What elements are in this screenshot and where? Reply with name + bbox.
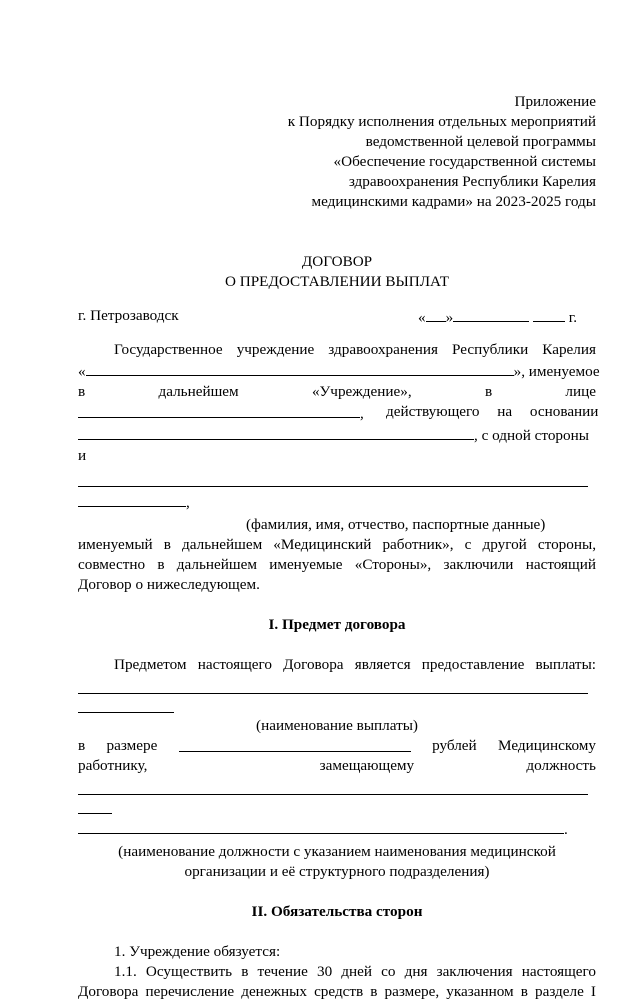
spacer — [78, 326, 596, 340]
amount-blank[interactable] — [179, 736, 411, 752]
place-date-row — [78, 306, 596, 326]
worker-line — [78, 756, 596, 776]
document-title — [78, 252, 596, 292]
subject-line: Предметом настоящего Договора является предоставление выплаты: — [114, 656, 596, 673]
section1-heading: I. Предмет договора — [268, 616, 406, 633]
one-side-text: , с одной стороны — [474, 427, 589, 444]
word: работнику, — [78, 757, 148, 774]
payment-name-blank-line[interactable] — [78, 679, 588, 694]
position-blank-short[interactable] — [78, 799, 112, 814]
appendix-line: медицинскими кадрами» на 2023-2025 годы — [311, 193, 596, 210]
year-suffix: г. — [568, 309, 578, 326]
section2-body — [78, 942, 596, 1002]
parties-line — [78, 360, 600, 382]
spacer — [78, 795, 596, 799]
word: Медицинскому — [498, 737, 596, 754]
parties-line: и — [78, 447, 87, 464]
obligation-item: Договора перечисление денежных средств в размере, указанном в разделе I — [78, 983, 596, 1000]
city-label: г. Петрозаводск — [78, 307, 179, 324]
document-page — [78, 92, 600, 1002]
parties-line — [78, 424, 596, 446]
parties-line: именуемый в дальнейшем «Медицинский работник», с другой стороны, — [78, 536, 596, 553]
acting-words — [386, 402, 599, 424]
parties-line — [78, 402, 599, 424]
fio-caption: (фамилия, имя, отчество, паспортные данные) — [246, 516, 546, 533]
appendix-line: «Обеспечение государственной системы — [333, 153, 596, 170]
appendix-line: Приложение — [514, 93, 596, 110]
title-line: О ПРЕДОСТАВЛЕНИИ ВЫПЛАТ — [225, 273, 449, 290]
obligation-item: 1. Учреждение обязуется: — [114, 943, 281, 960]
parties-line: Договор о нижеследующем. — [78, 576, 260, 593]
comma: , — [186, 494, 190, 511]
spacer — [78, 922, 596, 942]
word: в — [484, 383, 493, 400]
word: размере — [106, 737, 158, 754]
word: в — [78, 383, 86, 400]
word: «Учреждение», — [311, 383, 412, 400]
word: должность — [526, 757, 596, 774]
date-field — [418, 306, 577, 328]
org-name-blank[interactable] — [86, 360, 514, 376]
word: дальнейшем — [158, 383, 239, 400]
appendix-line: к Порядку исполнения отдельных мероприятий — [287, 113, 596, 130]
spacer — [78, 292, 596, 306]
parties-line — [78, 491, 596, 513]
org-named-text: », именуемое — [513, 363, 600, 380]
title-line: ДОГОВОР — [301, 253, 373, 270]
year-blank[interactable] — [533, 306, 565, 322]
appendix-block — [78, 92, 596, 212]
month-blank[interactable] — [453, 306, 529, 322]
comma: , — [360, 405, 364, 422]
worker-blank-short[interactable] — [78, 491, 186, 507]
date-quote-close: » — [445, 309, 454, 326]
payment-name-blank-short[interactable] — [78, 698, 174, 713]
parties-line: Государственное учреждение здравоохранения Республики Карелия — [114, 341, 596, 358]
position-blank-long[interactable] — [78, 818, 564, 834]
word: рублей — [432, 737, 477, 754]
word: в — [78, 737, 86, 754]
parties-line — [78, 382, 596, 402]
spacer — [78, 882, 596, 902]
spacer — [78, 635, 596, 655]
day-blank[interactable] — [426, 306, 446, 322]
word: лице — [565, 383, 596, 400]
payment-caption: (наименование выплаты) — [256, 717, 418, 734]
obligation-item: 1.1. Осуществить в течение 30 дней со дня заключения настоящего — [114, 963, 596, 980]
appendix-line: здравоохранения Республики Карелия — [348, 173, 596, 190]
spacer — [78, 595, 596, 615]
appendix-line: ведомственной целевой программы — [365, 133, 596, 150]
worker-blank-line[interactable] — [78, 472, 588, 487]
word: замещающему — [319, 757, 415, 774]
position-blank-line[interactable] — [78, 780, 588, 795]
section2-heading: II. Обязательства сторон — [251, 903, 423, 920]
representative-blank[interactable] — [78, 402, 360, 418]
amount-line — [78, 736, 596, 756]
parties-line: совместно в дальнейшем именуемые «Стороны», заключили настоящий — [78, 556, 596, 573]
position-caption: организации и её структурного подразделения) — [184, 863, 490, 880]
period: . — [564, 821, 568, 838]
org-quote-open: « — [78, 363, 86, 380]
position-caption: (наименование должности с указанием наименования медицинской — [118, 843, 556, 860]
basis-blank[interactable] — [78, 424, 474, 440]
acting-text: действующего на основании — [386, 403, 599, 420]
date-quote-open: « — [418, 309, 426, 326]
section1-body — [78, 655, 596, 882]
parties-paragraph — [78, 340, 600, 595]
position-blank-row — [78, 818, 596, 840]
spacer — [78, 212, 596, 252]
